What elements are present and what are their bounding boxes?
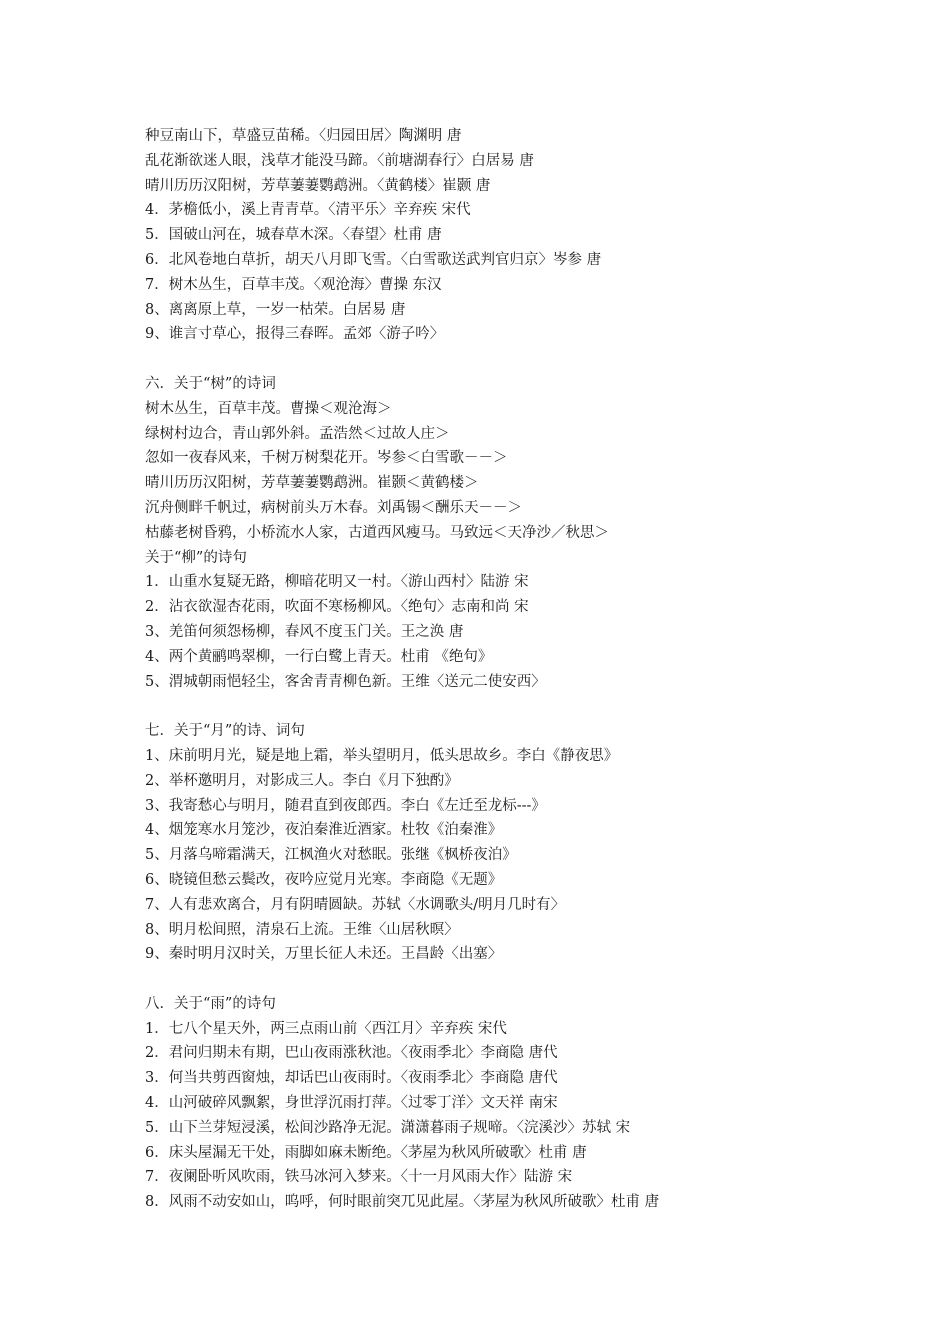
poem-line: 8．风雨不动安如山，呜呼，何时眼前突兀见此屋。〈茅屋为秋风所破歌〉杜甫 唐 [145,1194,660,1211]
section-moon [145,719,935,967]
poem-line: 2．君问归期未有期，巴山夜雨涨秋池。〈夜雨季北〉李商隐 唐代 [145,1045,558,1062]
poem-line: 6．床头屋漏无干处，雨脚如麻未断绝。〈茅屋为秋风所破歌〉杜甫 唐 [145,1144,587,1161]
poem-line: 树木丛生，百草丰茂。曹操＜观沧海＞ [145,400,392,417]
document-body [145,124,935,1215]
poem-line: 绿树村边合，青山郭外斜。孟浩然＜过故人庄＞ [145,425,450,442]
subsection-heading: 关于“柳”的诗句 [145,549,247,566]
poem-line: 6、晓镜但愁云鬓改，夜吟应觉月光寒。李商隐《无题》 [145,871,503,888]
poem-line: 3、我寄愁心与明月，随君直到夜郎西。李白《左迁至龙标---》 [145,797,546,814]
poem-line: 晴川历历汉阳树，芳草萋萋鹦鹉洲。〈黄鹤楼〉崔颢 唐 [145,177,491,194]
poem-line: 1．山重水复疑无路，柳暗花明又一村。〈游山西村〉陆游 宋 [145,574,529,591]
poem-line: 4．山河破碎风飘絮，身世浮沉雨打萍。〈过零丁洋〉文天祥 南宋 [145,1095,558,1112]
section-heading: 六．关于“树”的诗词 [145,375,276,392]
poem-line: 1、床前明月光，疑是地上霜，举头望明月，低头思故乡。李白《静夜思》 [145,747,619,764]
poem-line: 7、人有悲欢离合，月有阴晴圆缺。苏轼〈水调歌头/明月几时有〉 [145,896,566,913]
poem-line: 5．国破山河在，城春草木深。〈春望〉杜甫 唐 [145,227,442,244]
poem-line: 忽如一夜春风来，千树万树梨花开。岑参＜白雪歌－－＞ [145,450,508,467]
poem-line: 种豆南山下，草盛豆苗稀。〈归园田居〉陶渊明 唐 [145,128,462,144]
section-rain [145,992,935,1215]
poem-line: 乱花渐欲迷人眼，浅草才能没马蹄。〈前塘湖春行〉白居易 唐 [145,152,534,169]
poem-line: 7．树木丛生，百草丰茂。〈观沧海〉曹操 东汉 [145,276,442,293]
poem-line: 4、烟笼寒水月笼沙，夜泊秦淮近酒家。杜牧《泊秦淮》 [145,822,503,839]
poem-line: 8、离离原上草，一岁一枯荣。白居易 唐 [145,301,406,318]
poem-line: 6．北风卷地白草折，胡天八月即飞雪。〈白雪歌送武判官归京〉岑参 唐 [145,251,602,268]
section-trees [145,372,935,694]
section-heading: 八．关于“雨”的诗句 [145,995,276,1012]
poem-line: 沉舟侧畔千帆过，病树前头万木春。刘禹锡＜酬乐天－－＞ [145,499,522,516]
poem-line: 8、明月松间照，清泉石上流。王维〈山居秋暝〉 [145,921,459,938]
poem-line: 9、谁言寸草心，报得三春晖。孟郊〈游子吟〉 [145,326,445,343]
poem-line: 3．何当共剪西窗烛，却话巴山夜雨时。〈夜雨季北〉李商隐 唐代 [145,1070,558,1087]
poem-line: 5、月落乌啼霜满天，江枫渔火对愁眠。张继《枫桥夜泊》 [145,847,517,864]
poem-line: 4．茅檐低小，溪上青青草。〈清平乐〉辛弃疾 宋代 [145,202,471,219]
section-grass-continued [145,124,935,347]
section-spacer [145,694,935,719]
poem-line: 7．夜阑卧听风吹雨，铁马冰河入梦来。〈十一月风雨大作〉陆游 宋 [145,1169,573,1186]
section-heading: 七．关于“月”的诗、词句 [145,723,305,740]
section-spacer [145,347,935,372]
poem-line: 9、秦时明月汉时关，万里长征人未还。王昌龄〈出塞〉 [145,946,503,963]
poem-line: 5．山下兰芽短浸溪，松间沙路净无泥。潇潇暮雨子规啼。〈浣溪沙〉苏轼 宋 [145,1119,631,1136]
poem-line: 晴川历历汉阳树，芳草萋萋鹦鹉洲。崔颢＜黄鹤楼＞ [145,475,479,492]
poem-line: 3、羌笛何须怨杨柳，春风不度玉门关。王之涣 唐 [145,623,464,640]
poem-line: 1．七八个星天外，两三点雨山前〈西江月〉辛弃疾 宋代 [145,1020,507,1037]
poem-line: 5、渭城朝雨悒轻尘，客舍青青柳色新。王维〈送元二使安西〉 [145,673,546,690]
poem-line: 2、举杯邀明月，对影成三人。李白《月下独酌》 [145,772,459,789]
poem-line: 4、两个黄鹂鸣翠柳，一行白鹭上青天。杜甫 《绝句》 [145,648,493,665]
poem-line: 枯藤老树昏鸦，小桥流水人家，古道西风瘦马。马致远＜天净沙／秋思＞ [145,524,609,541]
section-spacer [145,967,935,992]
poem-line: 2．沾衣欲湿杏花雨，吹面不寒杨柳风。〈绝句〉志南和尚 宋 [145,599,529,616]
